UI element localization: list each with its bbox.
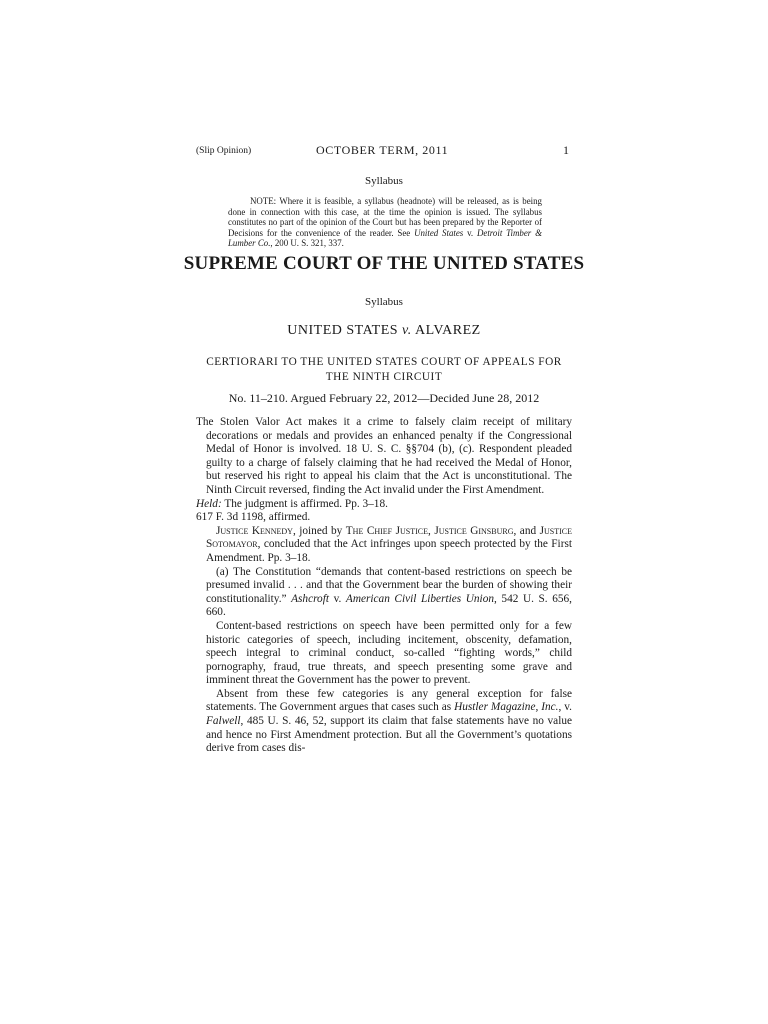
syllabus-label: Syllabus: [365, 296, 403, 308]
held-text: The judgment is affirmed. Pp. 3–18.: [221, 497, 388, 510]
docket-line: No. 11–210. Argued February 22, 2012—Decided June 28, 2012: [228, 391, 540, 405]
justice-ginsburg: Justice Ginsburg: [434, 524, 514, 537]
falwell-case: Falwell: [206, 715, 241, 728]
slip-opinion-label: (Slip Opinion): [196, 146, 252, 156]
note-text: NOTE: Where it is feasible, a syllabus (headnote) will be released, as is being done in connection with this case, at the time the opinion is issued. The syllabus constitutes no part of the opinion of the Court but has been prepared by the Reporter of Decisions for the convenience of the reader. See: [228, 196, 542, 238]
case-party-1: UNITED STATES: [287, 323, 403, 338]
affirmed-line: 617 F. 3d 1198, affirmed.: [196, 511, 311, 524]
aclu-case: American Civil Liberties Union: [345, 592, 494, 605]
note-case-name-2: Detroit Timber & Lumber Co.: [228, 227, 542, 249]
hustler-case: Hustler Magazine, Inc.: [454, 701, 559, 714]
ashcroft-case: Ashcroft: [291, 592, 329, 605]
paragraph-a: (a) The Constitution “demands that content-based restrictions on speech be presumed invalid . . . and that the Government bear the burden of showing their constitutionality.” Ashcroft v. American Civil Liberties Union, 542 U. S. 656, 660.: [206, 565, 572, 619]
reporter-note: [228, 196, 542, 249]
case-versus: v.: [402, 323, 412, 338]
syllabus-label-top: Syllabus: [365, 175, 403, 187]
court-name: SUPREME COURT OF THE UNITED STATES: [183, 253, 585, 274]
held-label: Held:: [196, 497, 222, 510]
note-versus: v.: [463, 227, 477, 238]
syllabus-body: [196, 416, 572, 756]
chief-justice: The Chief Justice: [345, 524, 429, 537]
note-citation: , 200 U. S. 321, 337.: [270, 238, 344, 249]
page-number: 1: [563, 143, 569, 157]
certiorari-line: CERTIORARI TO THE UNITED STATES COURT OF APPEALS FOR THE NINTH CIRCUIT: [206, 356, 562, 383]
justice-kennedy: Justice Kennedy: [216, 524, 293, 537]
held-paragraph: [196, 498, 572, 512]
intro-paragraph: The Stolen Valor Act makes it a crime to falsely claim receipt of military decorations or medals and provides an enhanced penalty if the Congressional Medal of Honor is involved. 18 U. S. C. §§704 (b), (c). Respondent pleaded guilty to a charge of falsely claiming that he had received the Medal of Honor, but reserved his right to appeal his claim that the Act is unconstitutional. The Ninth Circuit reversed, finding the Act invalid under the First Amendment.: [196, 416, 572, 496]
justice-sotomayor: Justice Sotomayor: [206, 524, 573, 551]
note-case-name: United States: [414, 227, 464, 238]
case-party-2: ALVAREZ: [411, 323, 481, 338]
absent-paragraph: Absent from these few categories is any general exception for false statements. The Government argues that cases such as Hustler Magazine, Inc., v. Falwell, 485 U. S. 46, 52, support its claim that false statements have no value and hence no First Amendment protection. But all the Government’s quotations derive from cases dis-: [206, 687, 573, 755]
term-heading: OCTOBER TERM, 2011: [316, 143, 449, 157]
kennedy-paragraph: Justice Kennedy, joined by The Chief Justice, Justice Ginsburg, and Justice Sotomayor, concluded that the Act infringes upon speech protected by the First Amendment. Pp. 3–18.: [206, 524, 573, 564]
content-paragraph: Content-based restrictions on speech have been permitted only for a few historic categories of speech, including incitement, obscenity, defamation, speech integral to criminal conduct, so-called “fighting words,” child pornography, fraud, true threats, and speech presenting some grave and imminent threat the Government has the power to prevent.: [206, 619, 572, 687]
case-title: [0, 323, 768, 339]
